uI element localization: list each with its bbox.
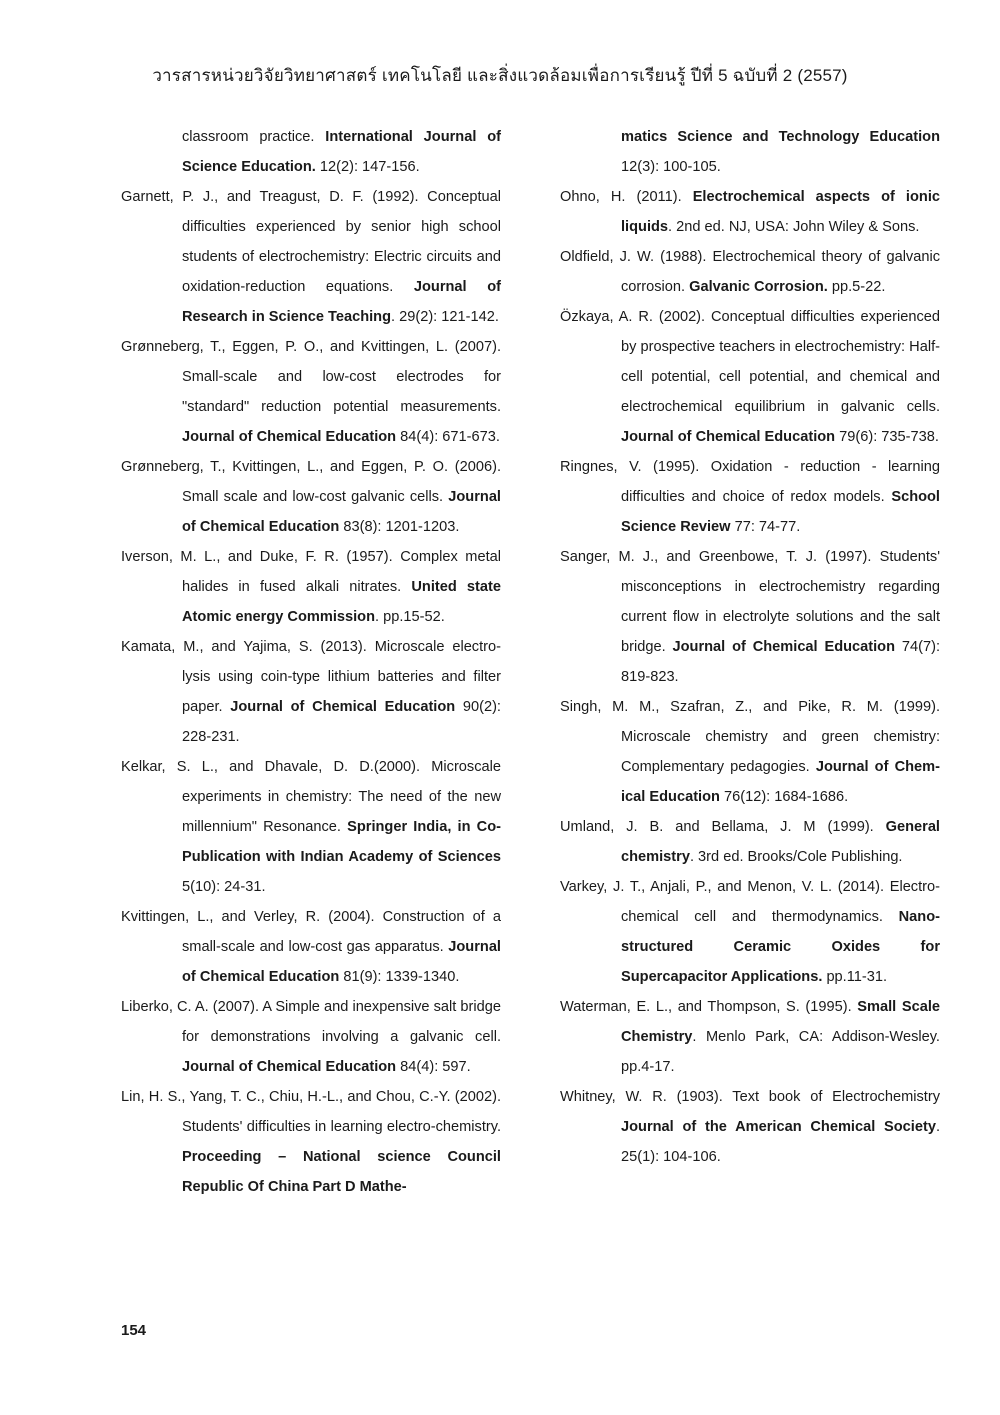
reference-details: 90(2): 228-231. xyxy=(182,699,501,745)
reference-details: . 3rd ed. Brooks/Cole Publishing. xyxy=(689,849,903,865)
reference-source: Journal of Research in Science Teaching xyxy=(182,279,501,325)
reference-details: . 25(1): 104-106. xyxy=(621,1119,940,1165)
reference-details: 79(6): 735-738. xyxy=(835,429,939,445)
reference-source: School Science Review xyxy=(621,489,940,535)
reference-source: Small Scale Chemistry xyxy=(621,999,940,1045)
reference-source: Journal of Chemical Education xyxy=(621,429,836,445)
reference-source: United state Atomic energy Commission xyxy=(182,579,502,625)
reference-text: Varkey, J. T., Anjali, P., and Menon, V. L. (2014). Electro-chemical cell and thermodynamics. xyxy=(560,879,940,925)
reference-source: Nano-structured Ceramic Oxides for Supercapacitor Applications. xyxy=(621,909,940,985)
reference-entry xyxy=(121,992,501,1082)
reference-entry xyxy=(560,542,940,692)
reference-details: 5(10): 24-31. xyxy=(182,879,266,895)
reference-text: Kamata, M., and Yajima, S. (2013). Microscale electro-lysis using coin-type lithium batteries and filter paper. xyxy=(121,639,501,715)
reference-entry xyxy=(121,632,501,752)
reference-source: Journal of the American Chemical Society xyxy=(621,1119,936,1135)
reference-source: Proceeding – National science Council Republic Of China Part D Mathe- xyxy=(182,1149,501,1195)
reference-text: Lin, H. S., Yang, T. C., Chiu, H.-L., and Chou, C.-Y. (2002). Students' difficulties in learning electro-chemistry. xyxy=(121,1089,501,1135)
reference-entry xyxy=(560,452,940,542)
reference-text: Waterman, E. L., and Thompson, S. (1995). xyxy=(560,999,858,1015)
reference-source: International Journal of Science Education. xyxy=(182,129,501,175)
reference-entry xyxy=(560,812,940,872)
reference-text: Singh, M. M., Szafran, Z., and Pike, R. M. (1999). Microscale chemistry and green chemistry: Complementary pedagogies. xyxy=(560,699,940,775)
reference-details: . pp.15-52. xyxy=(375,609,445,625)
reference-source: Electrochemical aspects of ionic liquids xyxy=(621,189,940,235)
reference-entry xyxy=(121,452,501,542)
reference-text: Kelkar, S. L., and Dhavale, D. D.(2000). Microscale experiments in chemistry: The need of the new millennium" Resonance. xyxy=(121,759,501,835)
reference-entry xyxy=(560,992,940,1082)
reference-details: 83(8): 1201-1203. xyxy=(339,519,460,535)
reference-column-left xyxy=(121,122,501,1202)
reference-entry xyxy=(560,1082,940,1172)
reference-text: Ringnes, V. (1995). Oxidation - reduction - learning difficulties and choice of redox models. xyxy=(560,459,940,505)
reference-source: matics Science and Technology Education xyxy=(621,129,940,145)
reference-details: 81(9): 1339-1340. xyxy=(339,969,460,985)
reference-source: Journal of Chemical Education xyxy=(672,639,896,655)
reference-source: Springer India, in Co-Publication with Indian Academy of Sciences xyxy=(182,819,501,865)
reference-source: General chemistry xyxy=(621,819,940,865)
reference-details: pp.11-31. xyxy=(822,969,888,985)
reference-details: . 29(2): 121-142. xyxy=(391,309,499,325)
reference-text: Sanger, M. J., and Greenbowe, T. J. (1997). Students' misconceptions in electrochemistry regarding current flow in electrolyte solutions and the salt bridge. xyxy=(560,549,940,655)
reference-source: Journal of Chemical Education xyxy=(182,939,501,985)
reference-source: Journal of Chem-ical Education xyxy=(621,759,941,805)
reference-source: Journal of Chemical Education xyxy=(230,699,456,715)
reference-details: pp.5-22. xyxy=(827,279,886,295)
reference-text: Umland, J. B. and Bellama, J. M (1999). xyxy=(560,819,886,835)
reference-text: Kvittingen, L., and Verley, R. (2004). Construction of a small-scale and low-cost gas apparatus. xyxy=(121,909,501,955)
reference-details: 12(2): 147-156. xyxy=(315,159,420,175)
page-number: 154 xyxy=(121,1322,147,1339)
reference-source: Galvanic Corrosion. xyxy=(689,279,828,295)
reference-text: Whitney, W. R. (1903). Text book of Electrochemistry xyxy=(560,1089,940,1105)
reference-entry xyxy=(121,332,501,452)
reference-details: 84(4): 597. xyxy=(396,1059,471,1075)
reference-source: Journal of Chemical Education xyxy=(182,489,501,535)
reference-entry xyxy=(560,302,940,452)
reference-source: Journal of Chemical Education xyxy=(182,1059,397,1075)
reference-text: Grønneberg, T., Kvittingen, L., and Eggen, P. O. (2006). Small scale and low-cost galvanic cells. xyxy=(121,459,501,505)
reference-details: . Menlo Park, CA: Addison-Wesley. pp.4-17. xyxy=(621,1029,940,1075)
reference-entry xyxy=(121,182,501,332)
reference-details: 12(3): 100-105. xyxy=(621,159,721,175)
reference-entry xyxy=(121,752,501,902)
reference-details: . 2nd ed. NJ, USA: John Wiley & Sons. xyxy=(668,219,920,235)
reference-text: Liberko, C. A. (2007). A Simple and inexpensive salt bridge for demonstrations involving a galvanic cell. xyxy=(121,999,501,1045)
reference-text: Ohno, H. (2011). xyxy=(560,189,693,205)
reference-entry xyxy=(560,182,940,242)
journal-header: วารสารหน่วยวิจัยวิทยาศาสตร์ เทคโนโลยี และสิ่งแวดล้อมเพื่อการเรียนรู้ ปีที่ 5 ฉบับที่ 2 (2557) xyxy=(152,66,848,85)
reference-entry xyxy=(560,692,940,812)
reference-details: 77: 74-77. xyxy=(730,519,801,535)
reference-entry xyxy=(560,122,940,182)
reference-text: Özkaya, A. R. (2002). Conceptual difficulties experienced by prospective teachers in electrochemistry: Half-cell potential, cell potential, and chemical and electrochemical equilibrium in galvanic cells. xyxy=(560,309,940,415)
reference-text: Iverson, M. L., and Duke, F. R. (1957). Complex metal halides in fused alkali nitrates. xyxy=(121,549,501,595)
reference-source: Journal of Chemical Education xyxy=(182,429,397,445)
reference-entry xyxy=(121,902,501,992)
reference-entry xyxy=(560,242,940,302)
reference-column-right xyxy=(560,122,940,1172)
reference-text: Grønneberg, T., Eggen, P. O., and Kvittingen, L. (2007). Small-scale and low-cost electrodes for "standard" reduction potential measurements. xyxy=(121,339,501,415)
reference-entry xyxy=(121,1082,501,1202)
reference-entry xyxy=(121,122,501,182)
reference-details: 84(4): 671-673. xyxy=(396,429,500,445)
reference-text: classroom practice. xyxy=(182,129,326,145)
reference-entry xyxy=(121,542,501,632)
reference-details: 74(7): 819-823. xyxy=(621,639,941,685)
reference-entry xyxy=(560,872,940,992)
reference-details: 76(12): 1684-1686. xyxy=(719,789,849,805)
reference-text: Garnett, P. J., and Treagust, D. F. (1992). Conceptual difficulties experienced by senior high school students of electrochemistry: Electric circuits and oxidation-reduction equations. xyxy=(121,189,501,295)
reference-text: Oldfield, J. W. (1988). Electrochemical theory of galvanic corrosion. xyxy=(560,249,940,295)
